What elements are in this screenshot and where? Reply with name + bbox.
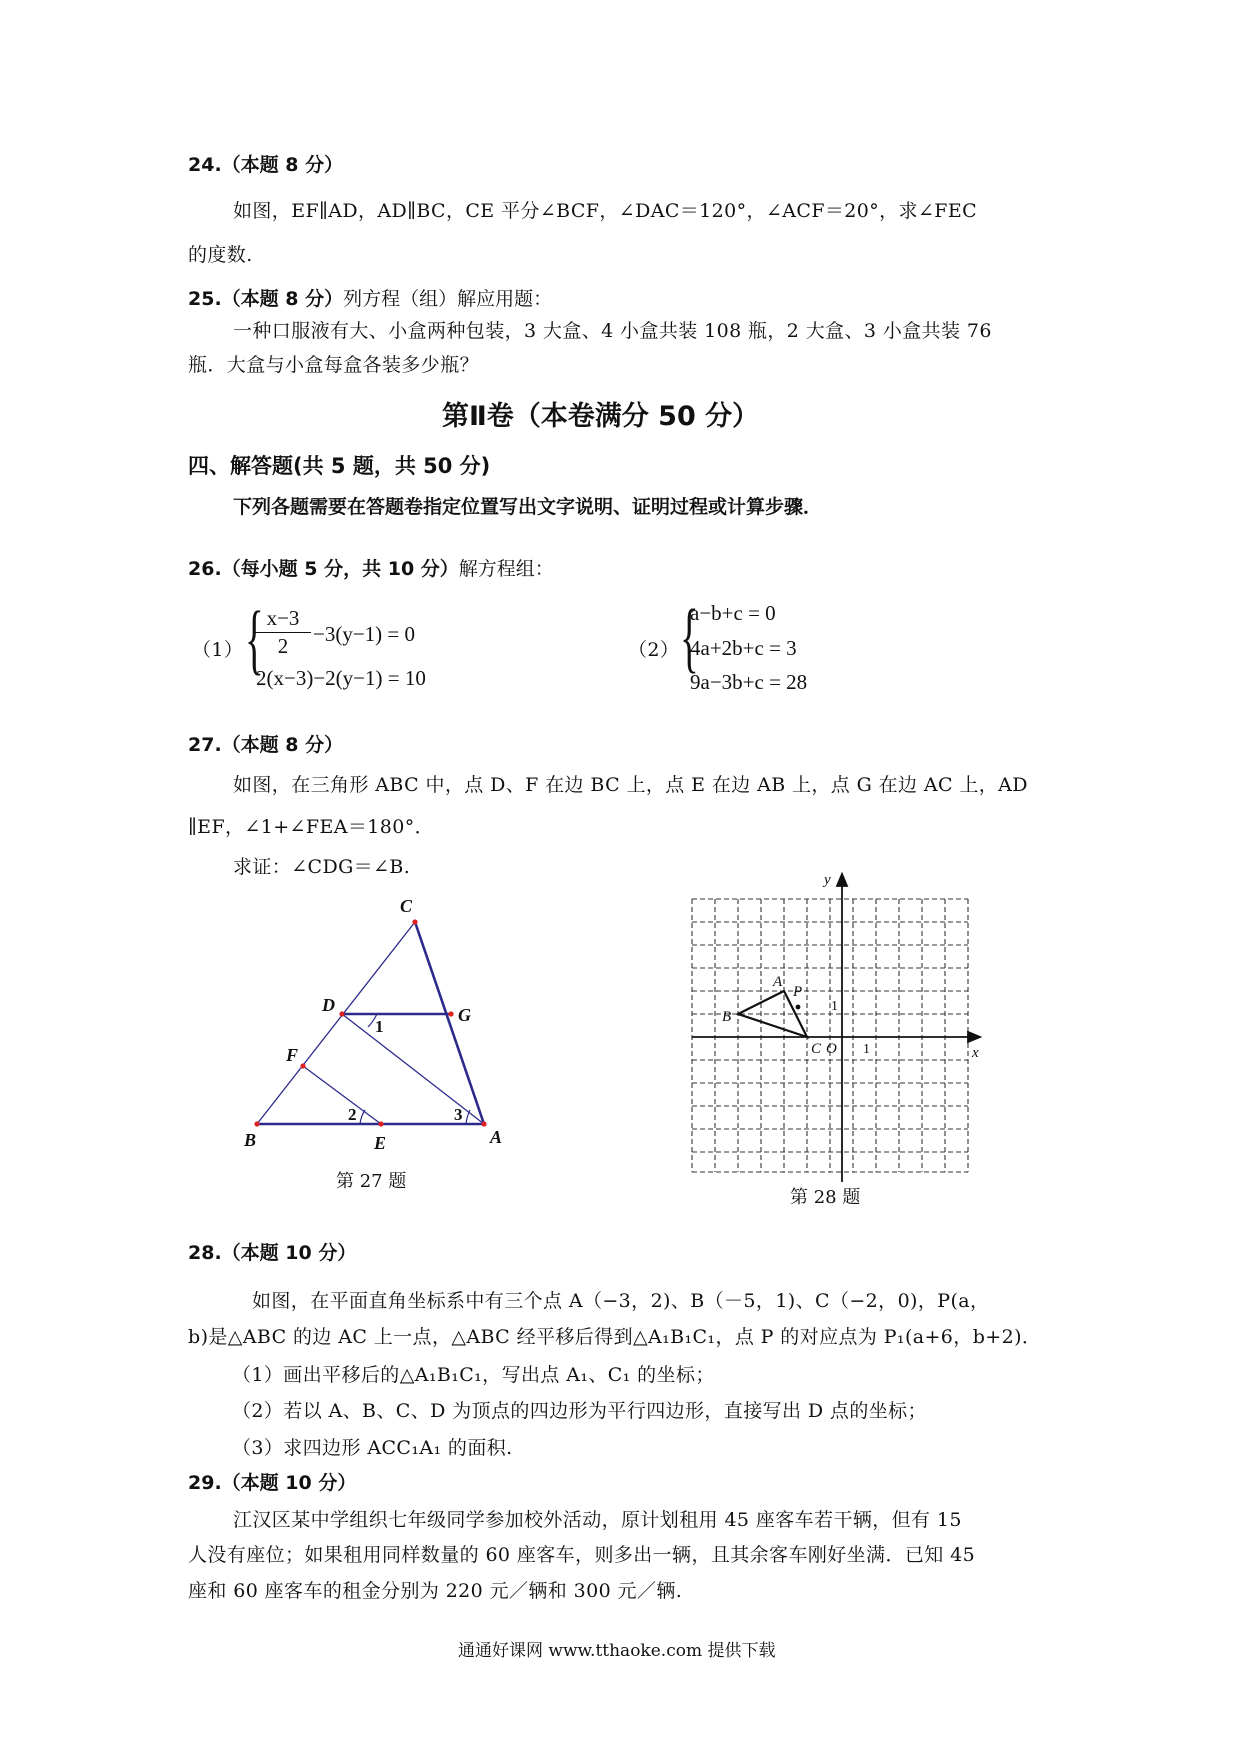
label-o: O: [826, 1041, 837, 1057]
q26-part1-eq2: 2(x−3)−2(y−1) = 10: [256, 666, 426, 690]
q29-text-line3: 座和 60 座客车的租金分别为 220 元／辆和 300 元／辆.: [188, 1580, 683, 1602]
segment-da: [342, 1014, 484, 1124]
point-c: [412, 919, 417, 924]
q28-figure: [680, 870, 1000, 1190]
q26-part1-eq1: −3(y−1) = 0: [313, 622, 416, 646]
segment-bc: [257, 922, 415, 1124]
label-x-unit: 1: [863, 1042, 870, 1057]
section-title: 第Ⅱ卷（本卷满分 50 分）: [442, 401, 760, 432]
q25-text-line2: 瓶．大盒与小盒每盒各装多少瓶？: [188, 354, 480, 376]
q24-heading: 24.（本题 8 分）: [188, 154, 344, 176]
q25-heading: [188, 284, 552, 311]
label-d: D: [322, 995, 335, 1015]
label-b: B: [722, 1009, 732, 1025]
q28-sub1: （1）画出平移后的△A₁B₁C₁，写出点 A₁、C₁ 的坐标；: [232, 1364, 715, 1386]
q26-part1-denominator: 2: [277, 634, 289, 658]
q26-part2-eq1: a−b+c = 0: [690, 601, 776, 625]
q28-heading: 28.（本题 10 分）: [188, 1242, 357, 1264]
label-x-axis: x: [972, 1045, 979, 1061]
angle-label-3: 3: [454, 1105, 463, 1124]
label-g: G: [458, 1005, 471, 1025]
q27-text-line1: 如图，在三角形 ABC 中，点 D、F 在边 BC 上，点 E 在边 AB 上，点 G 在边 AC 上，AD: [233, 774, 1028, 796]
label-a: A: [773, 974, 783, 990]
q27-text-line2: ∥EF，∠1+∠FEA＝180°．: [188, 816, 435, 838]
label-e: E: [374, 1133, 387, 1150]
q24-text-line1: 如图，EF∥AD，AD∥BC，CE 平分∠BCF，∠DAC＝120°，∠ACF＝20°，求∠FEC: [233, 200, 978, 222]
part-title: 四、解答题(共 5 题，共 50 分): [188, 454, 491, 478]
label-y-axis: y: [824, 872, 831, 888]
q26-heading-label: 26.（每小题 5 分，共 10 分）: [188, 558, 459, 580]
point-f: [300, 1063, 305, 1068]
label-a: A: [490, 1127, 503, 1147]
q24-text-line2: 的度数.: [188, 244, 253, 266]
q29-text-line1: 江汉区某中学组织七年级同学参加校外活动，原计划租用 45 座客车若干辆，但有 15: [233, 1509, 962, 1531]
label-p: P: [793, 984, 803, 1000]
q26-part1-brace: {: [245, 595, 264, 682]
label-c: C: [400, 896, 413, 916]
point-d: [339, 1011, 344, 1016]
q25-text-line1: 一种口服液有大、小盒两种包装，3 大盒、4 小盒共装 108 瓶，2 大盒、3 小盒共装 76: [233, 320, 992, 342]
label-f: F: [286, 1045, 299, 1065]
q29-heading: 29.（本题 10 分）: [188, 1472, 357, 1494]
q27-figure-caption: 第 27 题: [336, 1171, 407, 1192]
q28-figure-caption: 第 28 题: [790, 1187, 861, 1208]
q26-part1-numerator: x−3: [266, 606, 300, 630]
q29-text-line2: 人没有座位；如果租用同样数量的 60 座客车，则多出一辆，且其余客车刚好坐满．已知 45: [188, 1544, 976, 1566]
point-a: [481, 1121, 486, 1126]
angle2-arc: [360, 1110, 365, 1124]
q28-sub2: （2）若以 A、B、C、D 为顶点的四边形为平行四边形，直接写出 D 点的坐标；: [232, 1400, 927, 1422]
x-axis-arrow: [968, 1032, 980, 1042]
angle-label-1: 1: [375, 1017, 384, 1036]
q27-text-line3: 求证：∠CDG＝∠B.: [233, 856, 411, 878]
q26-part2-eq3: 9a−3b+c = 28: [690, 670, 808, 694]
label-y-unit: 1: [831, 999, 838, 1014]
q25-heading-label: 25.（本题 8 分）: [188, 288, 344, 310]
instruction-text: 下列各题需要在答题卷指定位置写出文字说明、证明过程或计算步骤．: [233, 496, 823, 518]
q26-part1-label: （1）: [192, 639, 244, 661]
q26-part2-brace: {: [680, 593, 699, 680]
q26-part2-eq2: 4a+2b+c = 3: [690, 636, 797, 660]
label-c: C: [811, 1041, 822, 1057]
point-e: [378, 1121, 383, 1126]
q26-part1-fraction: [255, 606, 311, 659]
q27-heading: 27.（本题 8 分）: [188, 734, 344, 756]
segment-ca: [415, 922, 484, 1124]
q28-text-line2: b)是△ABC 的边 AC 上一点，△ABC 经平移后得到△A₁B₁C₁，点 P 的对应点为 P₁(a+6，b+2)．: [188, 1326, 1042, 1348]
point-g: [448, 1011, 453, 1016]
q26-heading: [188, 554, 554, 581]
angle-label-2: 2: [348, 1105, 357, 1124]
q26-heading-tail: 解方程组：: [458, 558, 554, 580]
q28-sub3: （3）求四边形 ACC₁A₁ 的面积.: [232, 1437, 513, 1459]
label-b: B: [244, 1130, 257, 1150]
point-p: [796, 1005, 801, 1010]
q28-text-line1: 如图，在平面直角坐标系中有三个点 A（−3，2)、B（－5，1)、C（−2，0)，P(a，: [252, 1290, 990, 1312]
point-b: [254, 1121, 259, 1126]
segment-fe: [303, 1066, 381, 1124]
footer-text: 通通好课网 www.tthaoke.com 提供下载: [458, 1641, 776, 1661]
y-axis-arrow: [837, 874, 847, 886]
q26-part2-label: （2）: [628, 639, 680, 661]
q25-heading-tail: 列方程（组）解应用题：: [343, 288, 553, 310]
q27-figure: [230, 890, 530, 1150]
